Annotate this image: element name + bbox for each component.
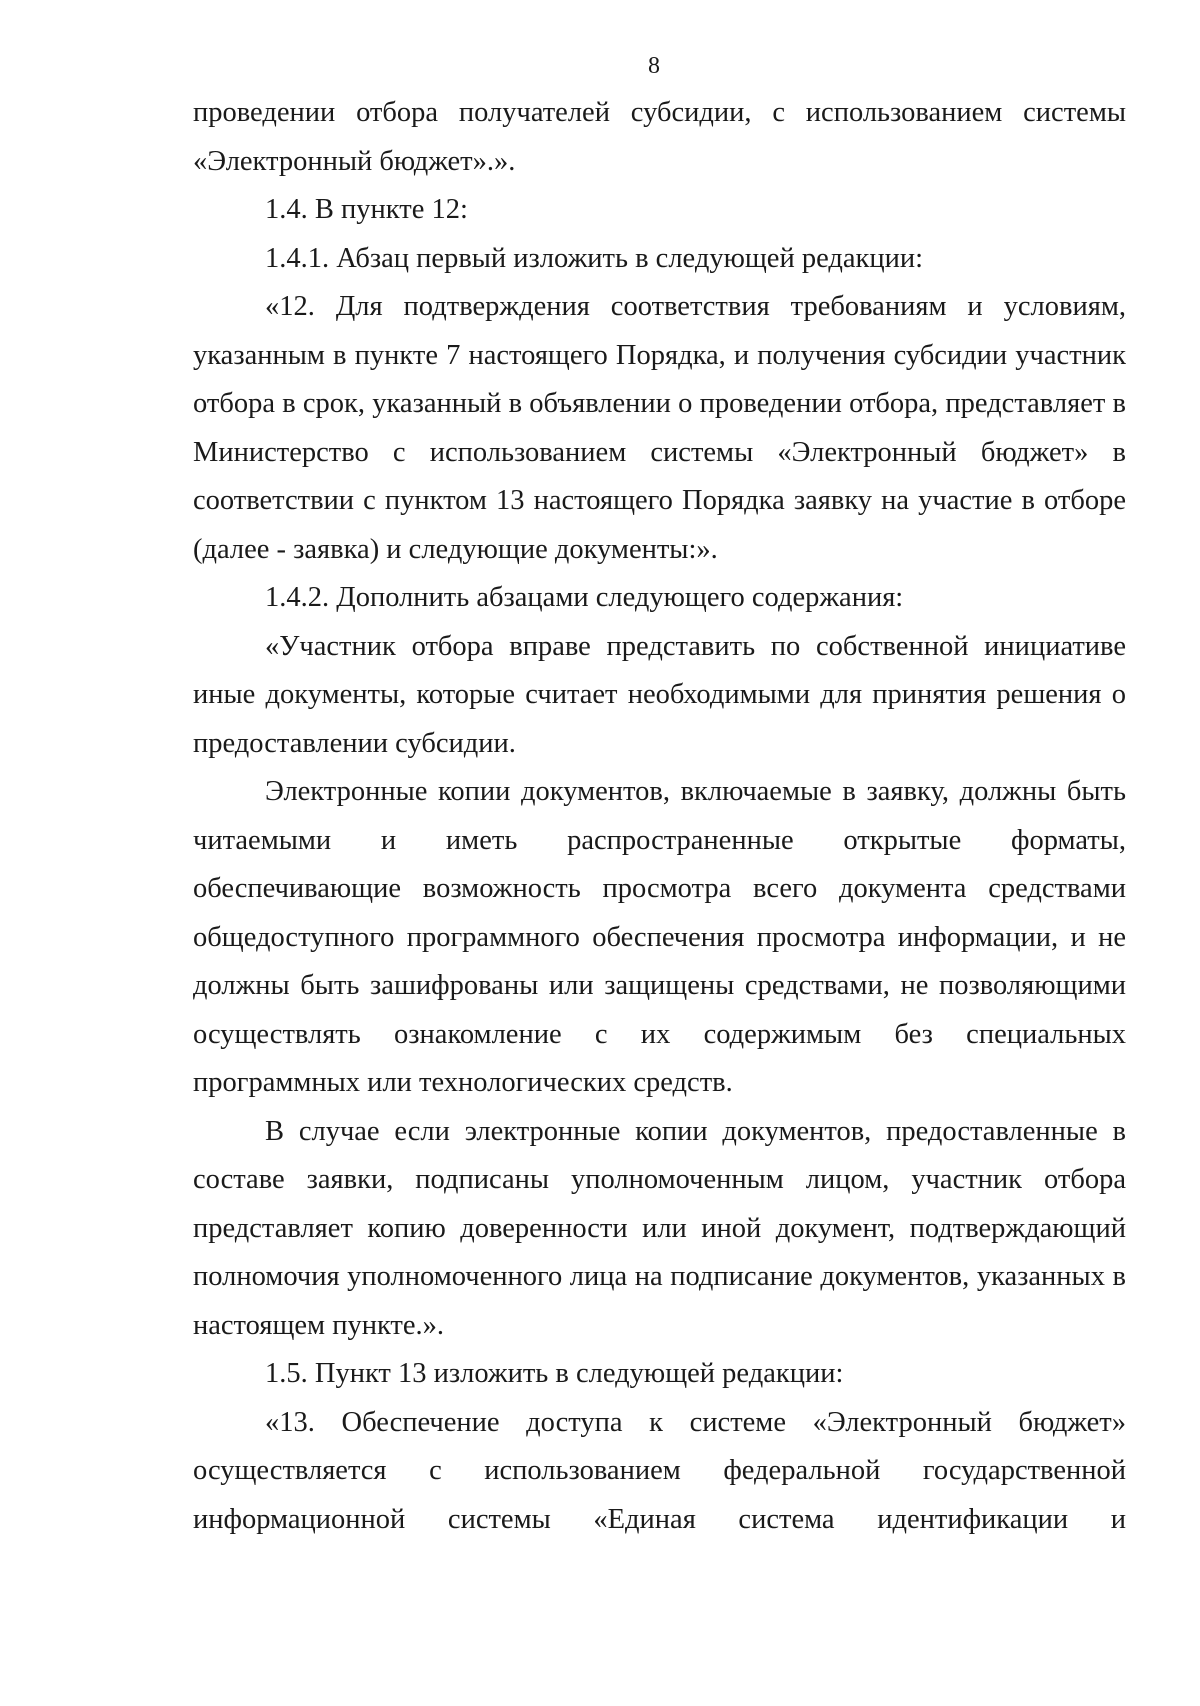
paragraph: «Участник отбора вправе представить по собственной инициативе иные документы, которые считает необходимыми для принятия решения о предоставлении субсидии. bbox=[193, 630, 1126, 759]
paragraph: 1.4.2. Дополнить абзацами следующего содержания: bbox=[265, 582, 904, 613]
document-body bbox=[193, 89, 1126, 1544]
page-number: 8 bbox=[648, 53, 660, 79]
paragraph: проведении отбора получателей субсидии, с использованием системы «Электронный бюджет».». bbox=[193, 97, 1126, 177]
paragraph: Электронные копии документов, включаемые в заявку, должны быть читаемыми и иметь распространенные открытые форматы, обеспечивающие возможность просмотра всего документа средствами общедоступного программного обеспечения просмотра информации, и не должны быть зашифрованы или защищены средствами, не позволяющими осуществлять ознакомление с их содержимым без специальных программных или технологических средств. bbox=[193, 776, 1126, 1098]
paragraph: В случае если электронные копии документов, предоставленные в составе заявки, подписаны уполномоченным лицом, участник отбора представляет копию доверенности или иной документ, подтверждающий полномочия уполномоченного лица на подписание документов, указанных в настоящем пункте.». bbox=[193, 1115, 1126, 1341]
paragraph: «13. Обеспечение доступа к системе «Электронный бюджет» осуществляется с использованием федеральной государственной информационной системы «Единая система идентификации и bbox=[193, 1406, 1126, 1535]
paragraph: 1.4.1. Абзац первый изложить в следующей редакции: bbox=[265, 242, 924, 274]
paragraph: 1.5. Пункт 13 изложить в следующей редакции: bbox=[265, 1358, 844, 1389]
paragraph: «12. Для подтверждения соответствия требованиям и условиям, указанным в пункте 7 настоящего Порядка, и получения субсидии участник отбора в срок, указанный в объявлении о проведении отбора, представляет в Министерство с использованием системы «Электронный бюджет» в соответствии с пунктом 13 настоящего Порядка заявку на участие в отборе (далее - заявка) и следующие документы:». bbox=[193, 291, 1126, 565]
paragraph: 1.4. В пункте 12: bbox=[265, 194, 468, 225]
